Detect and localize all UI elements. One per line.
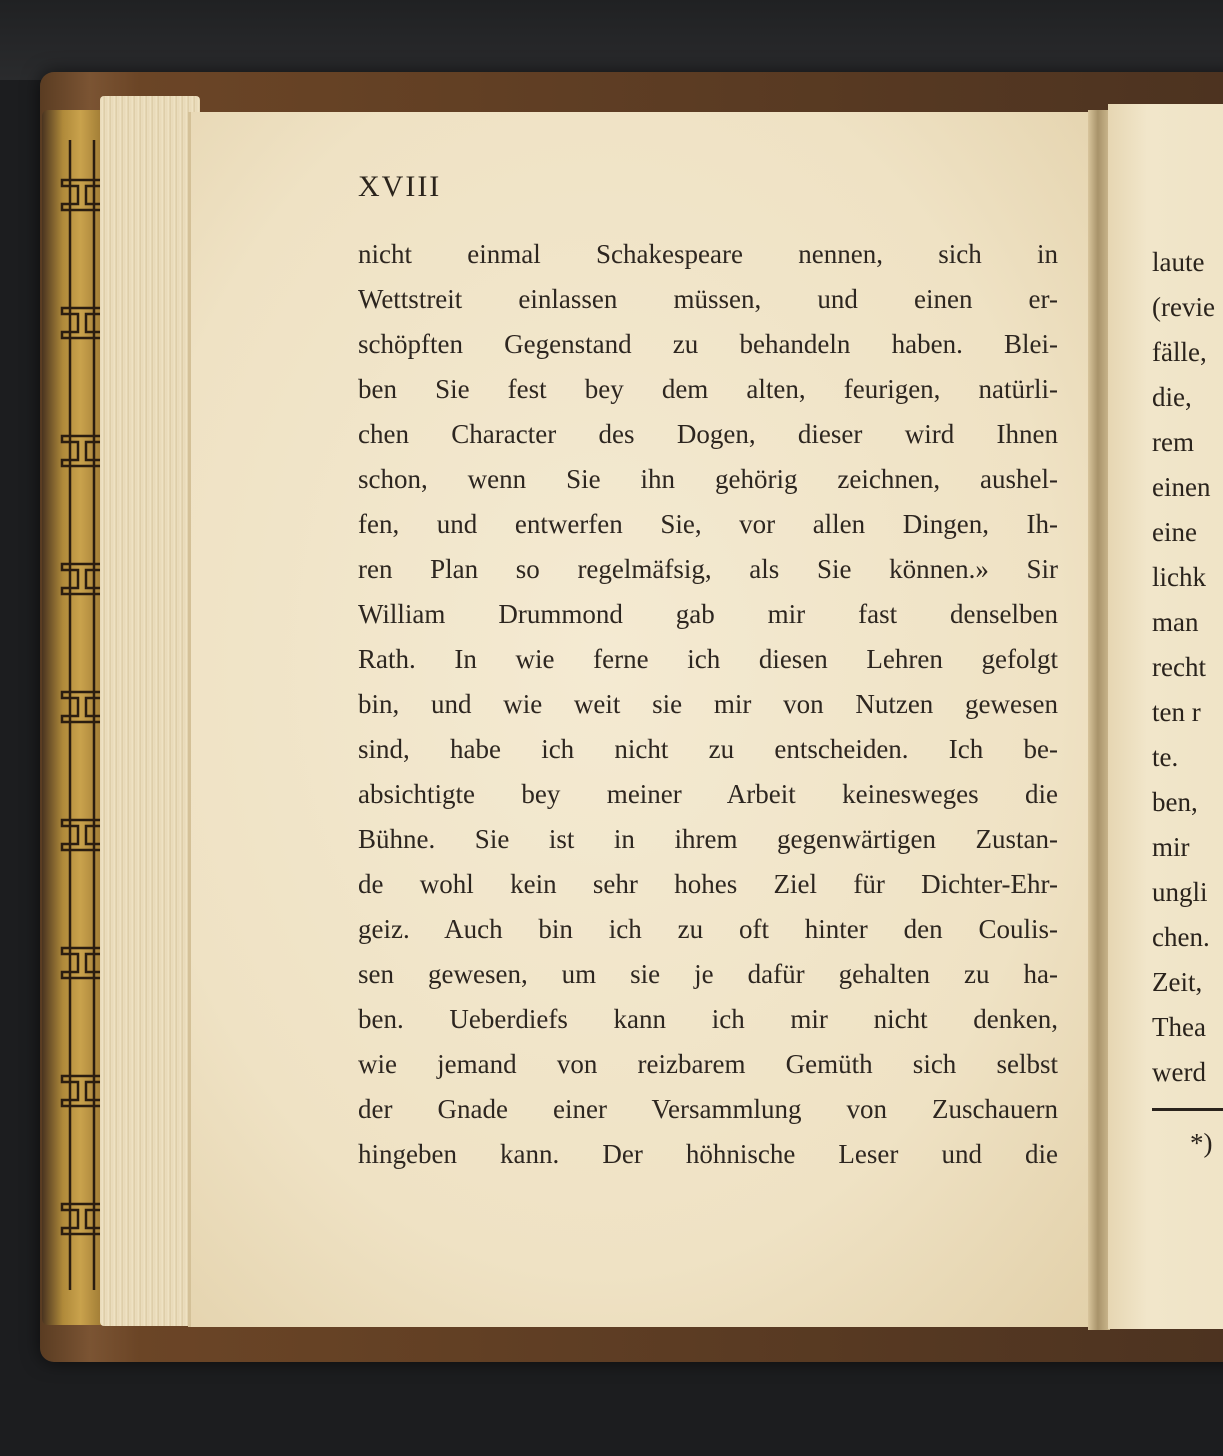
- text-line: Wettstreit einlassen müssen, und einen er-: [358, 284, 1058, 314]
- text-line: der Gnade einer Versammlung von Zuschauern: [358, 1094, 1058, 1124]
- body-text: [358, 232, 1058, 1177]
- background: [0, 0, 1223, 80]
- right-text-line: werd: [1152, 1057, 1206, 1087]
- right-text-line: man: [1152, 607, 1199, 637]
- right-text-line: eine: [1152, 517, 1197, 547]
- text-line: William Drummond gab mir fast denselben: [358, 599, 1058, 629]
- text-line: de wohl kein sehr hohes Ziel für Dichter-Ehr-: [358, 869, 1058, 899]
- text-line: absichtigte bey meiner Arbeit keinesweges die: [358, 779, 1058, 809]
- text-line: hingeben kann. Der höhnische Leser und die: [358, 1139, 1058, 1169]
- right-text-line: die,: [1152, 382, 1192, 412]
- text-line: Bühne. Sie ist in ihrem gegenwärtigen Zustan-: [358, 824, 1058, 854]
- text-line: nicht einmal Schakespeare nennen, sich in: [358, 239, 1058, 269]
- text-line: schöpften Gegenstand zu behandeln haben. Blei-: [358, 329, 1058, 359]
- text-line: ben Sie fest bey dem alten, feurigen, natürli-: [358, 374, 1058, 404]
- right-text-line: ben,: [1152, 787, 1198, 817]
- right-text-line: te.: [1152, 742, 1179, 772]
- text-line: ren Plan so regelmäfsig, als Sie können.» Sir: [358, 554, 1058, 584]
- text-line: schon, wenn Sie ihn gehörig zeichnen, aushel-: [358, 464, 1058, 494]
- right-text-line: lichk: [1152, 562, 1206, 592]
- right-text-line: fälle,: [1152, 337, 1207, 367]
- text-line: geiz. Auch bin ich zu oft hinter den Coulis-: [358, 914, 1058, 944]
- page-stack: [100, 96, 200, 1326]
- right-text-line: recht: [1152, 652, 1206, 682]
- text-line: Rath. In wie ferne ich diesen Lehren gefolgt: [358, 644, 1058, 674]
- gutter: [1088, 110, 1110, 1330]
- text-line: bin, und wie weit sie mir von Nutzen gewesen: [358, 689, 1058, 719]
- text-line: sind, habe ich nicht zu entscheiden. Ich be-: [358, 734, 1058, 764]
- footnote-rule: [1152, 1108, 1223, 1111]
- text-line: wie jemand von reizbarem Gemüth sich selbst: [358, 1049, 1058, 1079]
- right-text-line: rem: [1152, 427, 1194, 457]
- right-text-line: chen.: [1152, 922, 1210, 952]
- text-line: chen Character des Dogen, dieser wird Ihnen: [358, 419, 1058, 449]
- right-text-line: Zeit,: [1152, 967, 1203, 997]
- page-number: XVIII: [358, 170, 442, 203]
- right-text-line: Thea: [1152, 1012, 1206, 1042]
- right-page-text: [1152, 240, 1215, 1095]
- right-text-line: ten r: [1152, 697, 1201, 727]
- text-line: ben. Ueberdiefs kann ich mir nicht denken,: [358, 1004, 1058, 1034]
- footnote-marker: *): [1190, 1128, 1213, 1158]
- right-text-line: mir: [1152, 832, 1190, 862]
- right-text-line: einen: [1152, 472, 1211, 502]
- right-text-line: (revie: [1152, 292, 1215, 322]
- right-text-line: ungli: [1152, 877, 1208, 907]
- text-line: sen gewesen, um sie je dafür gehalten zu ha-: [358, 959, 1058, 989]
- text-line: fen, und entwerfen Sie, vor allen Dingen, Ih-: [358, 509, 1058, 539]
- right-text-line: laute: [1152, 247, 1205, 277]
- ornament-border: [58, 140, 106, 1290]
